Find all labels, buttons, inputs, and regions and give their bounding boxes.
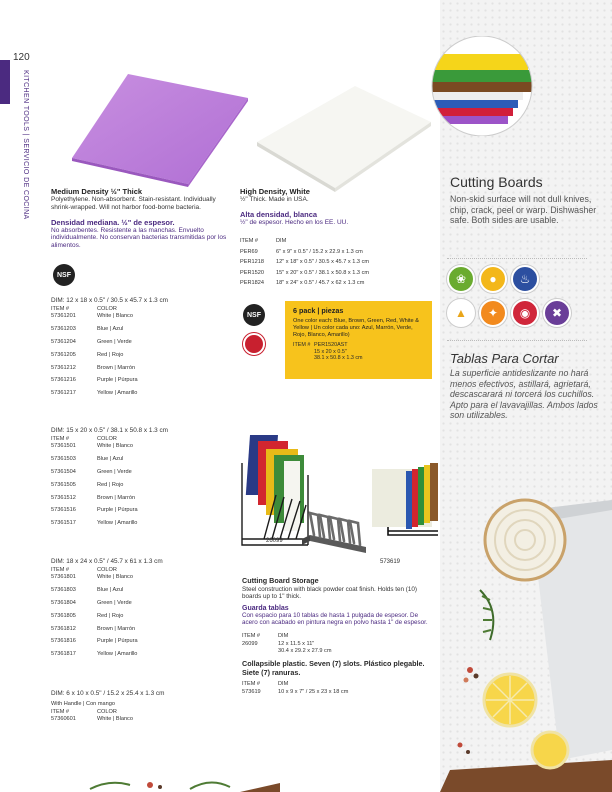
table-row: 57361203 Blue | Azul	[51, 325, 124, 332]
dim-group-1	[51, 297, 187, 403]
six-pack-title: 6 pack | piezas	[293, 306, 344, 315]
table-row: 57361204 Green | Verde	[51, 338, 132, 345]
color-boards-image	[420, 36, 545, 136]
storage-es-desc: Con espacio para 10 tablas de hasta 1 pulgada de espesor. De acero con acabado en pintura negra en polvo hasta 1" de espesor.	[242, 611, 428, 626]
high-density-title: High Density, White	[240, 187, 310, 196]
table-row: 57361503 Blue | Azul	[51, 455, 124, 462]
tablas-title: Tablas Para Cortar	[450, 351, 559, 366]
table-row: 57361216 Purple | Púrpura	[51, 377, 138, 384]
table-row-cont: 30.4 x 29.2 x 27.9 cm	[278, 648, 332, 655]
page-number: 120	[13, 52, 30, 63]
table-row: 57361212 Brown | Marrón	[51, 364, 136, 371]
table-row: 57361512 Brown | Marrón	[51, 494, 136, 501]
table-row: 57361504 Green | Verde	[51, 468, 132, 475]
storage-table	[242, 633, 432, 656]
cutting-board-storage-image	[238, 435, 438, 570]
dim-group-note: With Handle | Con mango	[51, 701, 115, 707]
cutting-boards-desc: Non-skid surface will not dull knives, chip, crack, peel or warp. Dishwasher safe. Both sides are usable.	[450, 194, 597, 225]
storage-image-label-2: 573619	[380, 559, 401, 565]
table-row: 57361803 Blue | Azul	[51, 586, 124, 593]
dim-group-3	[51, 558, 187, 664]
storage-description	[242, 577, 432, 697]
six-pack-dim-in: 15 x 20 x 0.5"	[314, 348, 347, 355]
medium-density-description	[51, 187, 231, 250]
six-pack-box	[285, 301, 432, 379]
dim-group-title: DIM: 18 x 24 x 0.5" / 45.7 x 61 x 1.3 cm	[51, 558, 163, 565]
dim-group-title: DIM: 12 x 18 x 0.5" / 30.5 x 45.7 x 1.3 cm	[51, 297, 169, 304]
table-row: 57361816 Purple | Púrpura	[51, 638, 138, 645]
raw-meat-icon: ◉	[511, 299, 539, 327]
table-row: PER69 6" x 9" x 0.5" / 15.2 x 22.9 x 1.3 cm	[240, 248, 363, 255]
collapsible-table	[242, 681, 432, 697]
table-row: PER1520 15" x 20" x 0.5" / 38.1 x 50.8 x 1.3 cm	[240, 269, 370, 276]
table-header: ITEM # COLOR	[51, 567, 117, 573]
seafood-icon: ✦	[479, 299, 507, 327]
high-density-es-desc: ½" de espesor. Hecho en los EE. UU.	[240, 218, 349, 226]
dim-group-title: DIM: 6 x 10 x 0.5" / 15.2 x 25.4 x 1.3 cm	[51, 690, 165, 697]
divider	[447, 258, 587, 259]
made-in-usa-badge	[243, 333, 265, 355]
table-row: 57361517 Yellow | Amarillo	[51, 520, 138, 527]
table-row: 57361801 White | Blanco	[51, 574, 133, 580]
food-decoration-image	[440, 470, 612, 792]
table-row: 57361812 Brown | Marrón	[51, 625, 136, 632]
cutting-boards-title: Cutting Boards	[450, 174, 543, 190]
table-header: ITEM # DIM	[242, 633, 289, 640]
table-row: 57360601 White | Blanco	[51, 716, 133, 722]
table-header: ITEM # COLOR	[51, 709, 117, 715]
six-pack-desc: One color each: Blue, Brown, Green, Red, White & Yellow | Un color cada uno: Azul, Marrón, Verde, Rojo, Blanco, Amarillo)	[293, 318, 419, 338]
medium-density-title: Medium Density ½" Thick	[51, 187, 143, 196]
produce-icon: ❀	[447, 265, 475, 293]
six-pack-item: ITEM # PER1520AST	[293, 342, 348, 349]
section-tab	[0, 60, 10, 104]
storage-desc: Steel construction with black powder coat finish. Holds ten (10) boards up to 1" thick.	[242, 585, 418, 600]
medium-density-es-title: Densidad mediana. ½" de espesor.	[51, 217, 175, 227]
medium-density-desc: Polyethylene. Non-absorbent. Stain-resistant. Individually shrink-wrapped. Will not harbor food-borne bacteria.	[51, 196, 216, 211]
dim-group-title: DIM: 15 x 20 x 0.5" / 38.1 x 50.8 x 1.3 cm	[51, 427, 169, 434]
cutting-boards-section	[450, 174, 602, 226]
table-row: PER1218 12" x 18" x 0.5" / 30.5 x 45.7 x 1.3 cm	[240, 259, 370, 265]
food-type-icons	[447, 265, 577, 333]
section-label: KITCHEN TOOLS | SERVICIO DE COCINA	[22, 70, 29, 220]
medium-density-es-desc: No absorbentes. Resistente a las manchas. Envuelto individualmente. No conservan bacterias transmitidas por los alimentos.	[51, 226, 227, 250]
six-pack-dim-cm: 38.1 x 50.8 x 1.3 cm	[314, 355, 363, 362]
nsf-logo-high-density: NSF	[243, 304, 265, 326]
dim-group-4	[51, 690, 187, 729]
table-row: 57361505 Red | Rojo	[51, 481, 124, 488]
table-row: 573619 10 x 9 x 7" / 25 x 23 x 18 cm	[242, 689, 349, 696]
high-density-description	[240, 187, 435, 227]
table-row: 57361516 Purple | Púrpura	[51, 507, 138, 514]
collapsible-title: Collapsible plastic. Seven (7) slots. Plástico plegable. Siete (7) ranuras.	[242, 659, 425, 677]
cooked-food-icon: ♨	[511, 265, 539, 293]
high-density-desc: ½" Thick. Made in USA.	[240, 196, 309, 203]
high-density-es-title: Alta densidad, blanca	[240, 209, 318, 219]
table-header: ITEM # DIM	[240, 238, 287, 244]
table-row: PER1824 18" x 24" x 0.5" / 45.7 x 62 x 1.3 cm	[240, 280, 365, 286]
storage-image-label-1: 26099	[266, 538, 283, 544]
table-row: 57361804 Green | Verde	[51, 599, 132, 606]
divider	[447, 340, 587, 341]
tablas-section	[450, 352, 602, 421]
table-row: 57361501 White | Blanco	[51, 443, 133, 449]
allergen-icon: ✖	[543, 299, 571, 327]
table-row: 57361205 Red | Rojo	[51, 351, 124, 358]
table-row: 57361817 Yellow | Amarillo	[51, 651, 138, 658]
table-header: ITEM # COLOR	[51, 306, 117, 312]
table-header: ITEM # DIM	[242, 681, 289, 688]
purple-cutting-board-image	[70, 72, 250, 187]
storage-title: Cutting Board Storage	[242, 576, 319, 585]
white-cutting-board-image	[245, 82, 435, 192]
table-header: ITEM # COLOR	[51, 436, 117, 442]
storage-es-title: Guarda tablas	[242, 604, 289, 612]
table-row: 57361201 White | Blanco	[51, 313, 133, 319]
dairy-icon: ▲	[447, 299, 475, 327]
nsf-logo: NSF	[53, 264, 75, 286]
dim-group-2	[51, 427, 187, 533]
tablas-desc: La superficie antideslizante no hará menos efectivos, astillará, agrietará, descascarará ni torcerá los cuchillos. Apto para el lavavajillas. Ambos lados son utilizables.	[450, 368, 598, 420]
bottom-herb-decoration	[80, 775, 280, 792]
high-density-table	[240, 238, 369, 291]
table-row: 57361805 Red | Rojo	[51, 612, 124, 619]
table-row: 26099 12 x 11.5 x 11"	[242, 641, 315, 648]
table-row: 57361217 Yellow | Amarillo	[51, 390, 138, 397]
poultry-icon: ●	[479, 265, 507, 293]
